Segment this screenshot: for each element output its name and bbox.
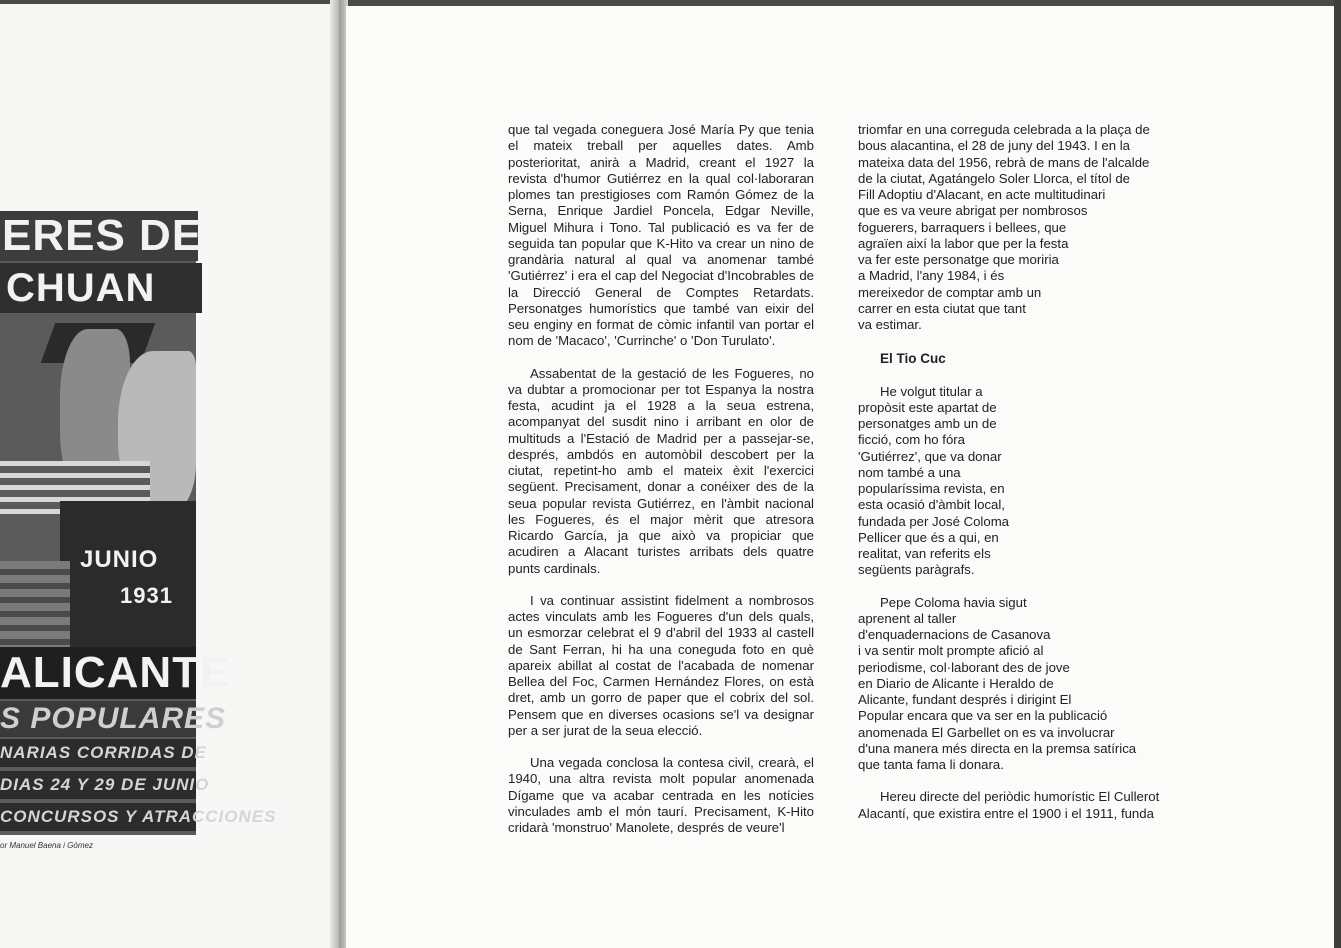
text-line: bous alacantina, el 28 de juny del 1943. I en la — [858, 138, 1131, 154]
text-line: ficció, com ho fóra — [858, 432, 966, 448]
text-line: Fill Adoptiu d'Alacant, en acte multitudinari — [858, 187, 1106, 202]
text-line: següents paràgrafs. — [858, 562, 975, 578]
paragraph — [858, 384, 1168, 579]
text-line: 'Gutiérrez', que va donar — [858, 448, 1002, 464]
paragraph: Assabentat de la gestació de les Fogueres, no va dubtar a promocionar per tot Espanya la nostra festa, acudint ja el 1928 a la seua estrena, acompanyat del susdit nino i arribant en olor de multituds a l'Estació de Madrid per a passejar-se, després, ambdós en automòbil descobert per la ciutat, repetint-ho amb el mateix èxit l'exercici següent. Precisament, donar a conéixer des de la seua popular revista Gutiérrez, en l'àmbit nacional les Fogueres, és el major mèrit que atresora Ricardo García, ja que això va propiciar que acudiren a Alacant turistes arribats dels quatre punts cardinals. — [508, 365, 814, 576]
poster-month: JUNIO — [80, 546, 159, 573]
text-line: mateixa data del 1956, rebrà de mans de l'alcalde — [858, 154, 1150, 170]
book-right-edge — [1334, 0, 1341, 948]
text-line: Popular encara que va ser en la publicació — [858, 708, 1108, 724]
paragraph — [858, 789, 1168, 822]
text-line: d'una manera més directa en la premsa satírica — [858, 740, 1137, 756]
text-line: carrer en esta ciutat que tant — [858, 300, 1026, 316]
text-line: Pepe Coloma havia sigut — [880, 594, 1027, 610]
text-line: fundada per José Coloma — [858, 513, 1010, 529]
text-line: He volgut titular a — [880, 383, 983, 399]
poster-line-corridas: NARIAS CORRIDAS DE — [0, 739, 196, 767]
text-line: de la ciutat, Agatángelo Soler Llorca, el títol de — [858, 170, 1130, 186]
paragraph: Una vegada conclosa la contesa civil, crearà, el 1940, una altra revista molt popular anomenada Dígame que va acabar centrada en les notícies vinculades amb el món taurí. Precisament, K-Hito cridarà 'monstruo' Manolete, després de veure'l — [508, 755, 814, 835]
text-line: propòsit este apartat de — [858, 399, 997, 415]
poster-image — [0, 211, 277, 835]
text-line: en Diario de Alicante i Heraldo de — [858, 675, 1054, 691]
text-line: Pellicer que és a qui, en — [858, 529, 999, 545]
text-line: realitat, van referits els — [858, 546, 991, 561]
poster-year: 1931 — [120, 583, 173, 608]
paragraph — [858, 595, 1168, 774]
paragraph — [858, 122, 1168, 333]
text-line: aprenent al taller — [858, 610, 957, 626]
text-column-2 — [858, 122, 1168, 822]
text-line: nom també a una — [858, 464, 961, 480]
poster-title-line2: CHUAN — [0, 263, 202, 313]
text-line: Alicante, fundant després i dirigint El — [858, 692, 1072, 707]
text-column-1 — [508, 122, 814, 836]
text-line: triomfar en una correguda celebrada a la plaça de — [858, 122, 1150, 137]
text-line: anomenada El Garbellet on es va involucrar — [858, 724, 1115, 740]
text-line: i va sentir molt prompte afició al — [858, 643, 1044, 659]
text-line: Alacantí, que existira entre el 1900 i el 1911, funda — [858, 805, 1154, 821]
text-line: foguerers, barraquers i bellees, que — [858, 219, 1067, 235]
poster-line-concursos: CONCURSOS Y ATRACCIONES — [0, 803, 196, 831]
paragraph: I va continuar assistint fidelment a nombrosos actes vinculats amb les Fogueres d'un dels quals, un esmorzar celebrat el 9 d'abril del 1933 al castell de Sant Ferran, hi ha una coneguda foto en què apareix abillat al costat de l'acabada de nomenar Bellea del Foc, Carmen Hernández Flores, on està dret, amb un gorro de paper que el cobrix del sol. Pensem que en diverses ocasions se'l va designar per a ser jurat de la seua elecció. — [508, 592, 814, 738]
left-page — [0, 4, 336, 948]
text-line: periodisme, col·laborant des de jove — [858, 659, 1070, 675]
text-line: personatges amb un de — [858, 416, 997, 431]
poster-line-popular: S POPULARES — [0, 702, 227, 735]
text-line: mereixedor de comptar amb un — [858, 284, 1042, 300]
text-line: agraïen així la labor que per la festa — [858, 235, 1069, 251]
text-line: que es va veure abrigat per nombrosos — [858, 203, 1088, 219]
image-caption: or Manuel Baena i Gómez — [0, 841, 93, 850]
text-line: que tanta fama li donara. — [858, 757, 1004, 772]
section-heading: El Tio Cuc — [880, 351, 946, 367]
paragraph: que tal vegada coneguera José María Py que tenia el mateix treball per aquelles dates. Amb posterioritat, anirà a Madrid, creant el 1927 la revista d'humor Gutiérrez en la qual col·laboraran plomes tan prestigioses com Ramón Gómez de la Serna, Enrique Jardiel Poncela, Edgar Neville, Miguel Mihura i Tono. Tal publicació es va fer de seguida tan popular que K-Hito va crear un nino de grandària natural al qual va anomenar també 'Gutiérrez' i era el cap del Negociat d'Incobrables de la Direcció General de Comptes Retardats. Personatges humorístics que també van eixir del seu enginy en format de còmic infantil van portar el nom de 'Macaco', 'Currinche' o 'Don Turulato'. — [508, 122, 814, 349]
poster-line-dias: DIAS 24 Y 29 DE JUNIO — [0, 771, 196, 799]
poster-steps — [0, 561, 70, 661]
poster-dark-block — [60, 501, 196, 651]
right-page — [346, 6, 1334, 948]
text-line: Hereu directe del periòdic humorístic El Cullerot — [880, 789, 1160, 805]
poster-city: ALICANTE — [0, 648, 231, 697]
text-line: va fer este personatge que moriria — [858, 252, 1059, 267]
poster-title-line1: ERES DE — [2, 211, 203, 260]
text-line: a Madrid, l'any 1984, i és — [858, 268, 1005, 284]
text-line: d'enquadernacions de Casanova — [858, 627, 1051, 642]
text-line: va estimar. — [858, 317, 922, 332]
text-line: esta ocasió d'àmbit local, — [858, 497, 1005, 513]
text-line: popularíssima revista, en — [858, 481, 1005, 496]
